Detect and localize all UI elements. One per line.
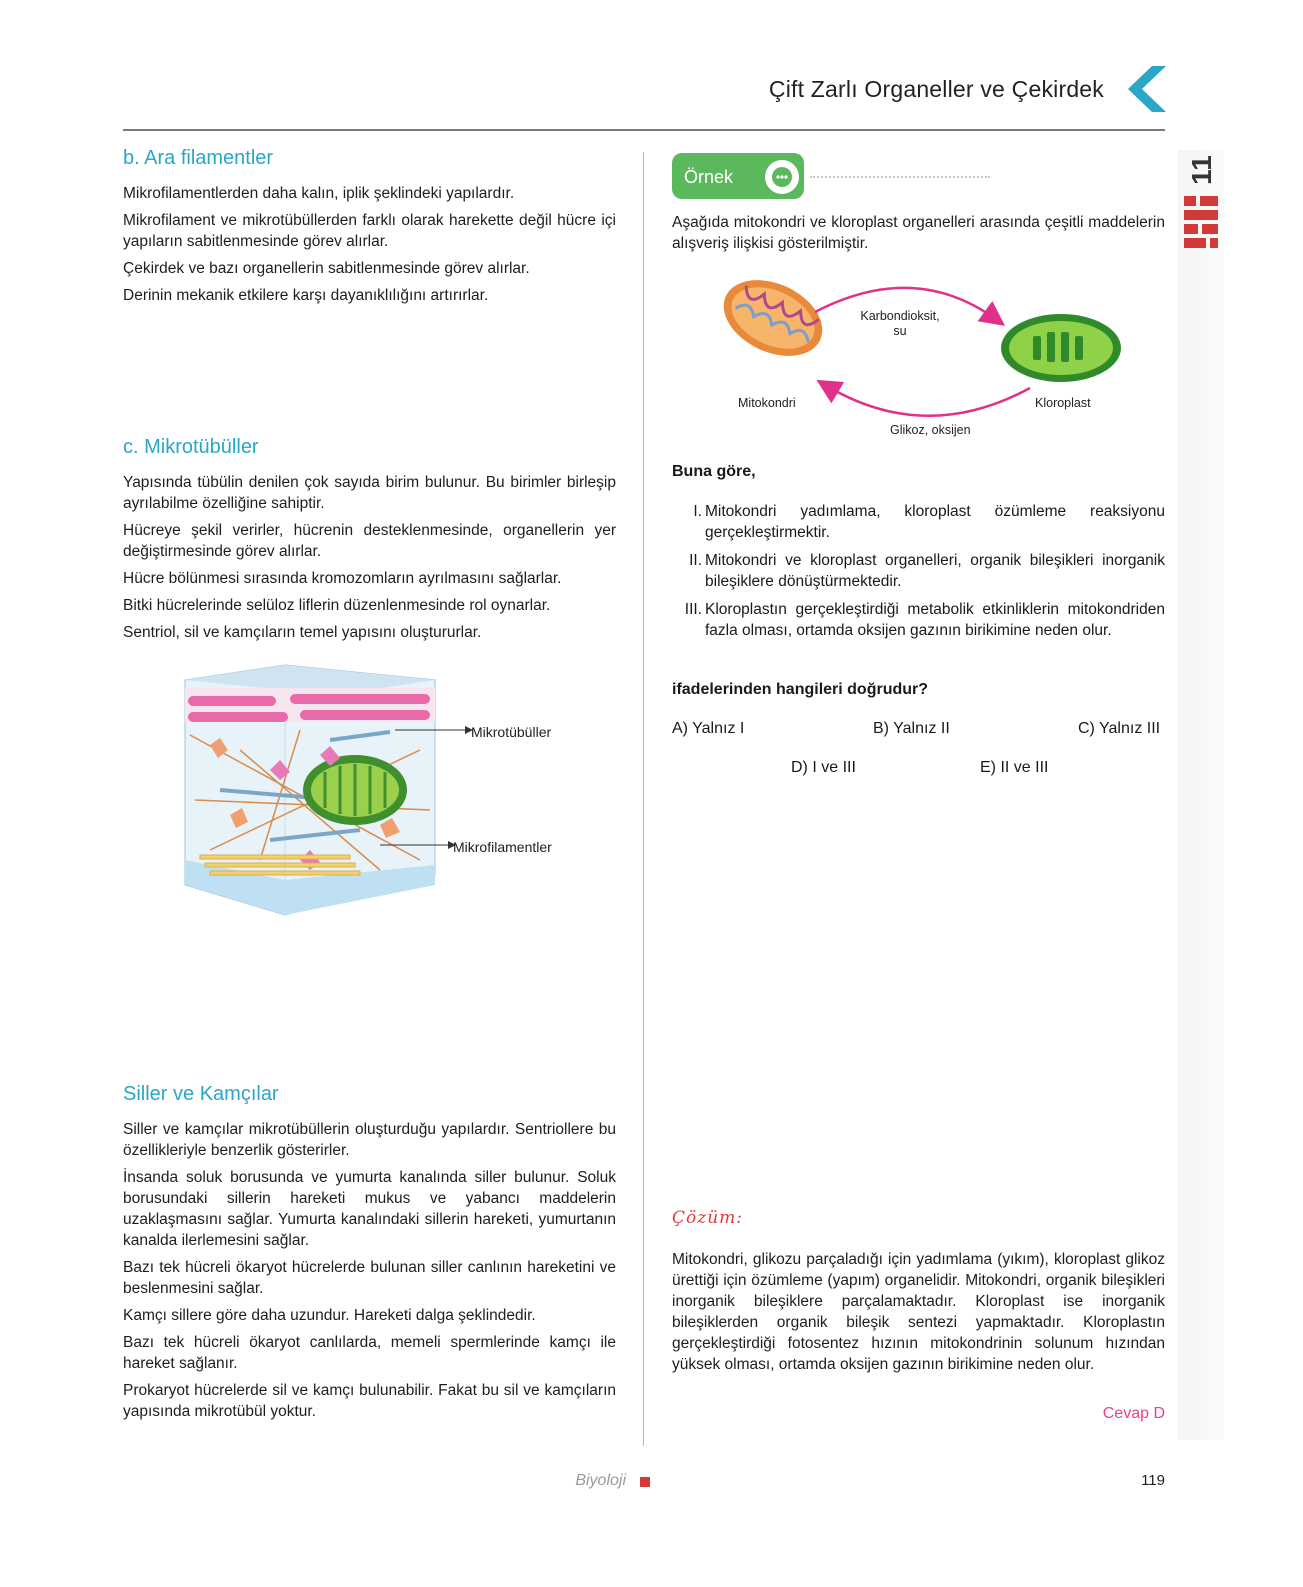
arrow-label-top-line1: Karbondioksit, xyxy=(860,309,940,323)
option-b: B) Yalnız II xyxy=(873,720,950,737)
section-heading-ara-filamentler: b. Ara filamentler xyxy=(123,147,274,169)
page-number: 119 xyxy=(1141,1472,1165,1489)
paragraph: Hücreye şekil verirler, hücrenin desteklenmesinde, organellerin yer değiştirmesinde görev alırlar. xyxy=(123,522,616,560)
chloroplast-icon xyxy=(1001,314,1121,382)
label-kloroplast: Kloroplast xyxy=(1035,396,1091,410)
speech-bubble-icon xyxy=(762,157,802,197)
chapter-logo-icon xyxy=(1184,196,1218,248)
siller-text xyxy=(123,1119,616,1428)
ornek-label: Örnek xyxy=(684,167,734,187)
chapter-number: 11 xyxy=(1186,155,1217,185)
option-d: D) I ve III xyxy=(791,759,856,776)
header-divider xyxy=(123,129,1165,131)
statement-text: Mitokondri ve kloroplast organelleri, organik bileşikleri inorganik bileşiklere dönüştürmektedir. xyxy=(705,552,1165,590)
arrow-label-top xyxy=(846,309,954,339)
paragraph: İnsanda soluk borusunda ve yumurta kanalında siller bulunur. Soluk borusundaki sillerin hareketi mukus ve yabancı maddelerin uzaklaşmasını sağlar. Yumurta kanalındaki sillerin hareketi, yumurtanın kanalda ilerlemesini sağlar. xyxy=(123,1169,616,1249)
label-mitokondri: Mitokondri xyxy=(738,396,796,410)
paragraph: Mikrofilamentlerden daha kalın, iplik şeklindeki yapılardır. xyxy=(123,185,515,202)
paragraph: Kamçı sillere göre daha uzundur. Hareketi dalga şeklindedir. xyxy=(123,1307,536,1324)
paragraph: Derinin mekanik etkilere karşı dayanıklılığını artırırlar. xyxy=(123,287,489,304)
paragraph: Mikrofilament ve mikrotübüllerden farklı olarak harekette değil hücre içi yapıların sabitlenmesinde görev alırlar. xyxy=(123,212,616,250)
figure-label-mikrotubuller: Mikrotübüller xyxy=(471,724,552,740)
footer-subject: Biyoloji xyxy=(575,1472,626,1489)
chevron-left-icon xyxy=(1124,66,1166,112)
arrow-glucose-oxygen xyxy=(825,385,1030,416)
paragraph: Çekirdek ve bazı organellerin sabitlenmesinde görev alırlar. xyxy=(123,260,530,277)
option-a: A) Yalnız I xyxy=(672,720,745,737)
paragraph: Bazı tek hücreli ökaryot canlılarda, memeli spermlerinde kamçı ile hareket sağlanır. xyxy=(123,1334,616,1372)
question-lead: Buna göre, xyxy=(672,463,756,480)
option-e: E) II ve III xyxy=(980,759,1049,776)
column-divider xyxy=(643,152,644,1446)
cytoskeleton-illustration xyxy=(180,660,570,920)
page-title: Çift Zarlı Organeller ve Çekirdek xyxy=(768,76,1104,102)
answer-label: Cevap D xyxy=(1102,1405,1165,1422)
paragraph: Hücre bölünmesi sırasında kromozomların ayrılmasını sağlarlar. xyxy=(123,570,562,587)
statement-text: Mitokondri yadımlama, kloroplast özümleme reaksiyonu gerçekleştirmektir. xyxy=(705,503,1165,541)
side-strip xyxy=(1178,150,1224,1440)
paragraph: Sentriol, sil ve kamçıların temel yapısını oluştururlar. xyxy=(123,624,482,641)
cozum-label: Çözüm: xyxy=(672,1208,743,1228)
statement-number: I. xyxy=(693,503,702,520)
question-prompt: ifadelerinden hangileri doğrudur? xyxy=(672,681,929,698)
dotted-rule xyxy=(810,176,990,178)
statement-number: II. xyxy=(689,552,702,569)
option-c: C) Yalnız III xyxy=(1078,720,1161,737)
statement-number: III. xyxy=(684,601,702,618)
mitochondrion-icon xyxy=(715,270,834,371)
paragraph: Yapısında tübülin denilen çok sayıda birim bulunur. Bu birimler birleşip ayrılabilme özelliğine sahiptir. xyxy=(123,474,616,512)
mikrotubuller-text xyxy=(123,472,616,649)
figure-label-mikrofilamentler: Mikrofilamentler xyxy=(453,839,552,855)
section-heading-siller: Siller ve Kamçılar xyxy=(123,1083,279,1105)
paragraph: Prokaryot hücrelerde sil ve kamçı bulunabilir. Fakat bu sil ve kamçıların yapısında mikrotübül yoktur. xyxy=(123,1382,616,1420)
paragraph: Siller ve kamçılar mikrotübüllerin oluşturduğu yapılardır. Sentriollere bu özellikleriyle benzerlik gösterirler. xyxy=(123,1121,616,1159)
section-heading-mikrotubuller: c. Mikrotübüller xyxy=(123,436,259,458)
arrow-label-top-line2: su xyxy=(893,324,907,338)
footer-marker xyxy=(640,1477,650,1487)
ara-filamentler-text xyxy=(123,183,616,312)
arrow-label-bottom: Glikoz, oksijen xyxy=(890,423,971,437)
solution-text: Mitokondri, glikozu parçaladığı için yadımlama (yıkım), kloroplast glikoz ürettiği için özümleme (yapım) organelidir. Mitokondri, organik bileşikleri inorganik bileşiklere parçalamaktadır. Kloroplast ise inorganik bileşiklerden organik bileşik sentezi yapmaktadır. Kloroplastın gerçekleştirdiği fotosentez hızının mitokondrinin solunum hızından yüksek olması, ortamda oksijen gazının birikimine neden olur. xyxy=(672,1251,1165,1373)
statement-text: Kloroplastın gerçekleştirdiği metabolik etkinliklerin mitokondriden fazla olması, ortamda oksijen gazının birikimine neden olur. xyxy=(705,601,1165,639)
paragraph: Bitki hücrelerinde selüloz liflerin düzenlenmesinde rol oynarlar. xyxy=(123,597,551,614)
paragraph: Bazı tek hücreli ökaryot hücrelerde bulunan siller canlının hareketini ve beslenmesini sağlar. xyxy=(123,1259,616,1297)
example-intro: Aşağıda mitokondri ve kloroplast organelleri arasında çeşitli maddelerin alışveriş ilişkisi gösterilmiştir. xyxy=(672,214,1165,252)
